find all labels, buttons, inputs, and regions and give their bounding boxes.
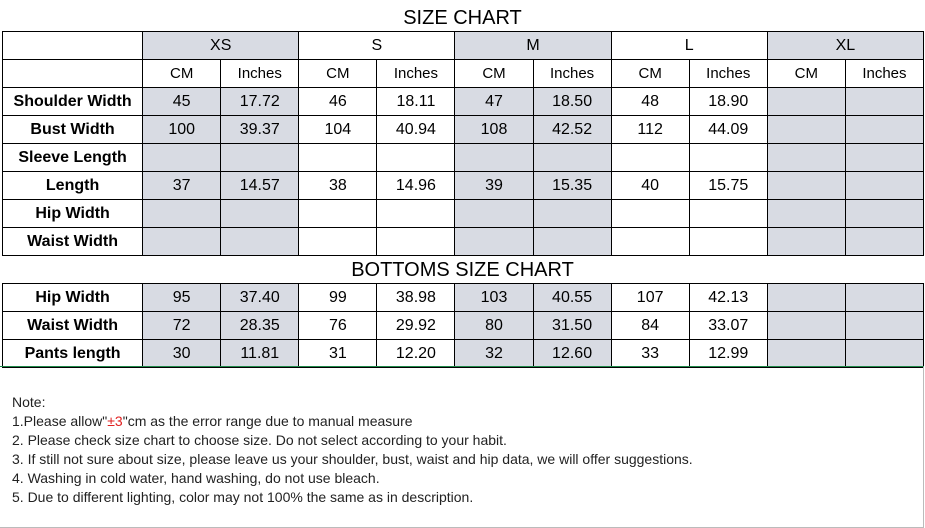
- notes-heading: Note:: [12, 394, 46, 410]
- value-cell: [455, 144, 533, 172]
- value-cell: [845, 88, 923, 116]
- value-cell: 45: [143, 88, 221, 116]
- value-cell: 37.40: [221, 284, 299, 312]
- table-row: [3, 228, 924, 256]
- value-cell: 99: [299, 284, 377, 312]
- value-cell: 107: [611, 284, 689, 312]
- note-line-1-end: "cm as the error range due to manual measure: [122, 413, 413, 429]
- value-cell: [767, 340, 845, 368]
- value-cell: [299, 200, 377, 228]
- tolerance-value: ±3: [107, 413, 123, 429]
- note-line-1-start: 1.Please allow": [12, 413, 108, 429]
- value-cell: 42.13: [689, 284, 767, 312]
- value-cell: 42.52: [533, 116, 611, 144]
- value-cell: [845, 284, 923, 312]
- corner-cell: [3, 32, 143, 60]
- bottoms-chart-title: BOTTOMS SIZE CHART: [351, 259, 574, 281]
- value-cell: [143, 228, 221, 256]
- row-label: Pants length: [3, 340, 143, 368]
- value-cell: 12.60: [533, 340, 611, 368]
- value-cell: 33.07: [689, 312, 767, 340]
- value-cell: [767, 284, 845, 312]
- value-cell: 12.99: [689, 340, 767, 368]
- value-cell: 103: [455, 284, 533, 312]
- size-header-s: S: [299, 32, 455, 60]
- size-header-m: M: [455, 32, 611, 60]
- value-cell: 18.50: [533, 88, 611, 116]
- value-cell: 100: [143, 116, 221, 144]
- value-cell: [221, 200, 299, 228]
- value-cell: 38.98: [377, 284, 455, 312]
- value-cell: [845, 228, 923, 256]
- value-cell: [221, 228, 299, 256]
- value-cell: 31.50: [533, 312, 611, 340]
- value-cell: 15.75: [689, 172, 767, 200]
- note-line-1: [12, 412, 693, 431]
- note-line-2: 2. Please check size chart to choose size. Do not select according to your habit.: [12, 432, 507, 448]
- value-cell: 28.35: [221, 312, 299, 340]
- value-cell: [689, 200, 767, 228]
- value-cell: 44.09: [689, 116, 767, 144]
- table-row: [3, 116, 924, 144]
- value-cell: [767, 172, 845, 200]
- row-label: Sleeve Length: [3, 144, 143, 172]
- value-cell: [767, 116, 845, 144]
- value-cell: 39: [455, 172, 533, 200]
- value-cell: [767, 200, 845, 228]
- size-chart-title: SIZE CHART: [403, 7, 522, 29]
- row-label: Shoulder Width: [3, 88, 143, 116]
- value-cell: 38: [299, 172, 377, 200]
- size-header-xl: XL: [767, 32, 923, 60]
- row-label: Hip Width: [3, 200, 143, 228]
- row-label: Bust Width: [3, 116, 143, 144]
- value-cell: 95: [143, 284, 221, 312]
- table-row: [3, 144, 924, 172]
- unit-inches: Inches: [377, 60, 455, 88]
- size-header-row: [3, 32, 924, 60]
- row-label: Hip Width: [3, 284, 143, 312]
- value-cell: [767, 228, 845, 256]
- value-cell: [377, 144, 455, 172]
- value-cell: [455, 228, 533, 256]
- value-cell: 31: [299, 340, 377, 368]
- value-cell: [611, 200, 689, 228]
- value-cell: [845, 200, 923, 228]
- value-cell: 76: [299, 312, 377, 340]
- notes-box: [0, 366, 924, 528]
- value-cell: 12.20: [377, 340, 455, 368]
- unit-cm: CM: [767, 60, 845, 88]
- value-cell: [299, 228, 377, 256]
- value-cell: 29.92: [377, 312, 455, 340]
- value-cell: 40.94: [377, 116, 455, 144]
- value-cell: [143, 200, 221, 228]
- table-row: [3, 200, 924, 228]
- note-line-3: 3. If still not sure about size, please leave us your shoulder, bust, waist and hip data, we will offer suggestions.: [12, 451, 693, 467]
- value-cell: 18.11: [377, 88, 455, 116]
- value-cell: 40.55: [533, 284, 611, 312]
- value-cell: [767, 144, 845, 172]
- unit-inches: Inches: [533, 60, 611, 88]
- value-cell: [377, 200, 455, 228]
- value-cell: 47: [455, 88, 533, 116]
- value-cell: [689, 144, 767, 172]
- unit-cm: CM: [611, 60, 689, 88]
- value-cell: [143, 144, 221, 172]
- table-row: [3, 312, 924, 340]
- value-cell: 84: [611, 312, 689, 340]
- value-cell: [845, 144, 923, 172]
- size-chart-table: [2, 31, 924, 256]
- unit-inches: Inches: [689, 60, 767, 88]
- value-cell: [455, 200, 533, 228]
- value-cell: 40: [611, 172, 689, 200]
- unit-cm: CM: [455, 60, 533, 88]
- unit-corner-cell: [3, 60, 143, 88]
- size-header-xs: XS: [143, 32, 299, 60]
- unit-header-row: [3, 60, 924, 88]
- unit-inches: Inches: [221, 60, 299, 88]
- value-cell: [377, 228, 455, 256]
- value-cell: 48: [611, 88, 689, 116]
- value-cell: 30: [143, 340, 221, 368]
- row-label: Length: [3, 172, 143, 200]
- value-cell: 14.57: [221, 172, 299, 200]
- value-cell: [845, 340, 923, 368]
- value-cell: 32: [455, 340, 533, 368]
- value-cell: [533, 200, 611, 228]
- value-cell: [611, 144, 689, 172]
- value-cell: [767, 312, 845, 340]
- row-label: Waist Width: [3, 312, 143, 340]
- value-cell: 37: [143, 172, 221, 200]
- value-cell: [689, 228, 767, 256]
- value-cell: 46: [299, 88, 377, 116]
- value-cell: 14.96: [377, 172, 455, 200]
- value-cell: 112: [611, 116, 689, 144]
- size-header-l: L: [611, 32, 767, 60]
- value-cell: 15.35: [533, 172, 611, 200]
- value-cell: 39.37: [221, 116, 299, 144]
- table-row: [3, 172, 924, 200]
- table-row: [3, 340, 924, 368]
- value-cell: [533, 144, 611, 172]
- value-cell: 108: [455, 116, 533, 144]
- table-row: [3, 284, 924, 312]
- value-cell: 80: [455, 312, 533, 340]
- value-cell: 18.90: [689, 88, 767, 116]
- value-cell: 33: [611, 340, 689, 368]
- note-line-5: 5. Due to different lighting, color may not 100% the same as in description.: [12, 489, 474, 505]
- table-row: [3, 88, 924, 116]
- unit-inches: Inches: [845, 60, 923, 88]
- value-cell: [611, 228, 689, 256]
- unit-cm: CM: [299, 60, 377, 88]
- value-cell: [767, 88, 845, 116]
- row-label: Waist Width: [3, 228, 143, 256]
- value-cell: [845, 116, 923, 144]
- value-cell: 11.81: [221, 340, 299, 368]
- value-cell: [221, 144, 299, 172]
- value-cell: 72: [143, 312, 221, 340]
- note-line-4: 4. Washing in cold water, hand washing, do not use bleach.: [12, 470, 380, 486]
- value-cell: 17.72: [221, 88, 299, 116]
- value-cell: [845, 172, 923, 200]
- value-cell: [533, 228, 611, 256]
- bottoms-chart-table: [2, 283, 924, 368]
- unit-cm: CM: [143, 60, 221, 88]
- value-cell: [299, 144, 377, 172]
- value-cell: [845, 312, 923, 340]
- value-cell: 104: [299, 116, 377, 144]
